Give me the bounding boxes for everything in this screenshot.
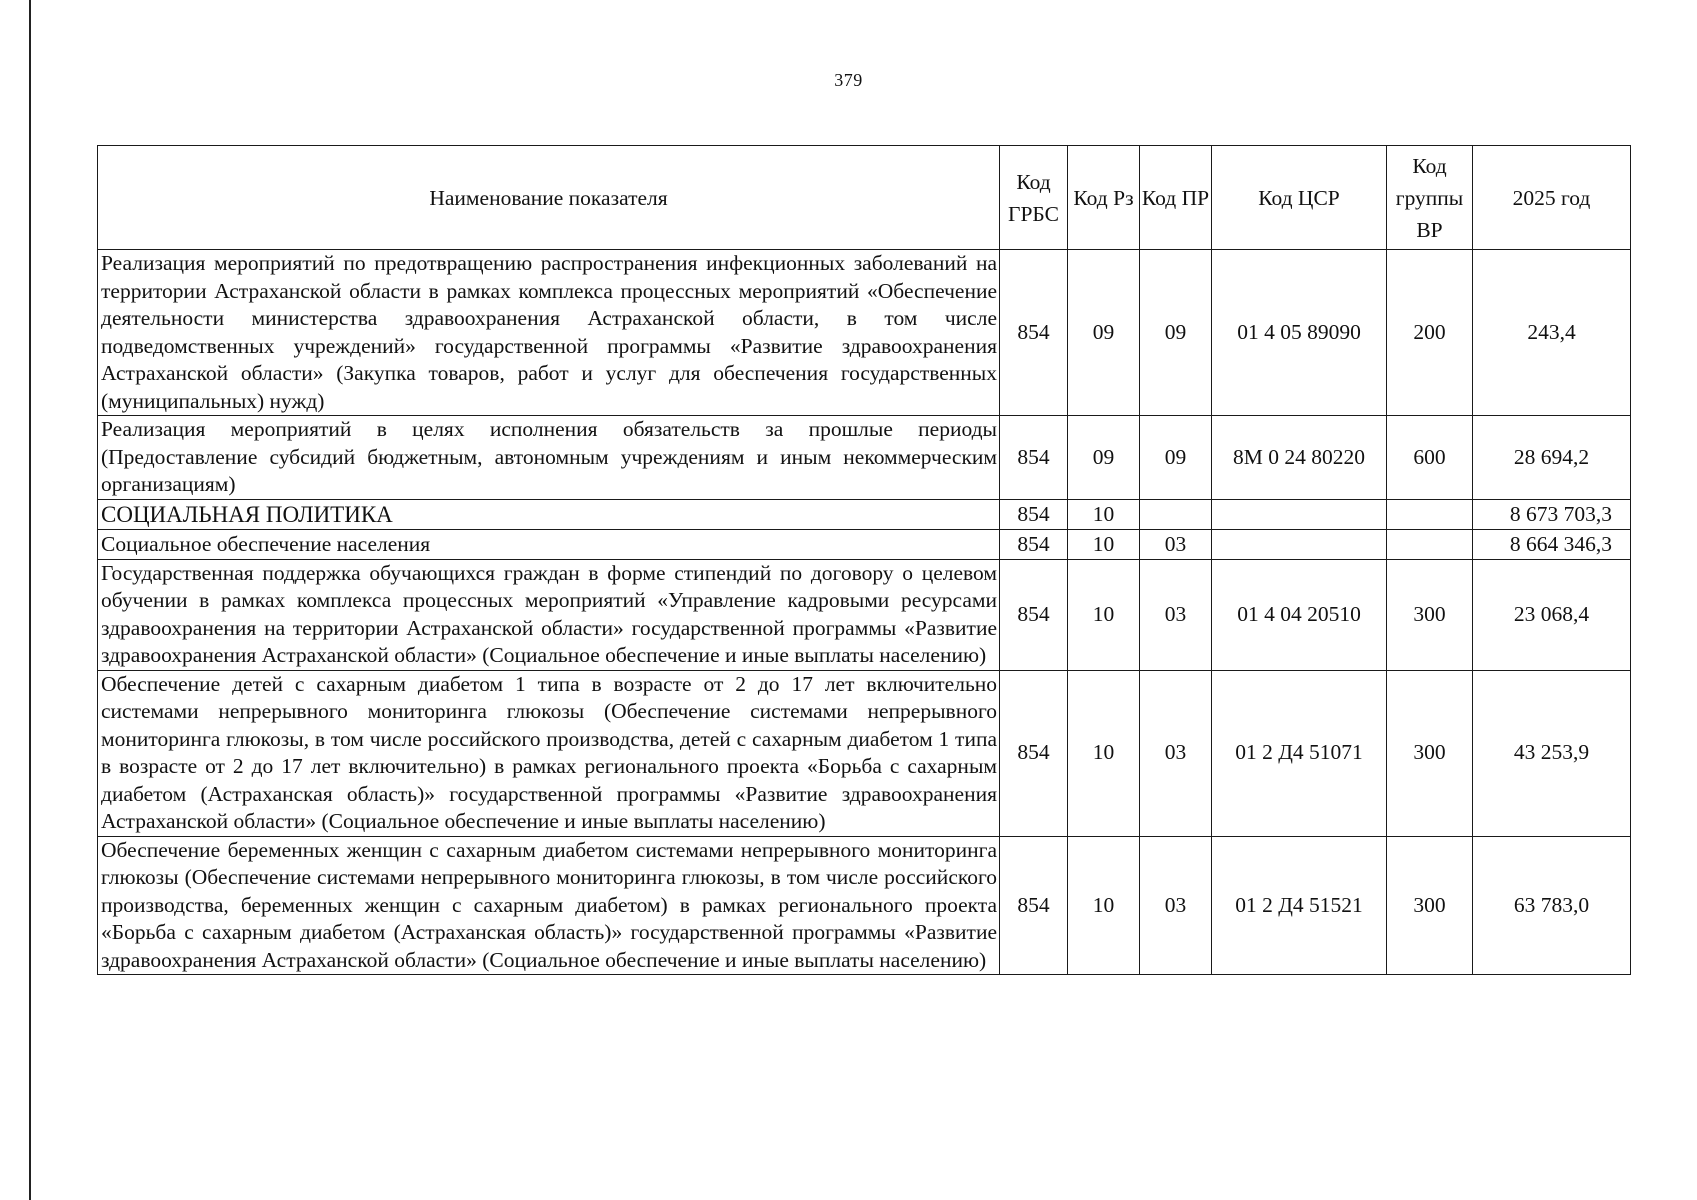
row-name: СОЦИАЛЬНАЯ ПОЛИТИКА xyxy=(98,499,1000,529)
header-csr: Код ЦСР xyxy=(1212,146,1387,250)
row-vr xyxy=(1387,499,1473,529)
table-row-subsection xyxy=(98,529,1631,559)
row-name: Реализация мероприятий в целях исполнения обязательств за прошлые периоды (Предоставление субсидий бюджетным, автономным учреждениям и иным некоммерческим организациям) xyxy=(98,416,1000,500)
row-csr: 01 2 Д4 51521 xyxy=(1212,836,1387,975)
row-vr: 300 xyxy=(1387,559,1473,670)
row-csr xyxy=(1212,499,1387,529)
table-row xyxy=(98,559,1631,670)
row-pr: 03 xyxy=(1140,559,1212,670)
row-amount: 8 664 346,3 xyxy=(1473,529,1631,559)
row-rz: 10 xyxy=(1068,836,1140,975)
row-pr: 03 xyxy=(1140,529,1212,559)
row-grbs: 854 xyxy=(1000,836,1068,975)
row-grbs: 854 xyxy=(1000,559,1068,670)
table-row xyxy=(98,416,1631,500)
row-rz: 09 xyxy=(1068,416,1140,500)
row-name: Реализация мероприятий по предотвращению распространения инфекционных заболеваний на территории Астраханской области в рамках комплекса процессных мероприятий «Обеспечение деятельности министерства здравоохранения Астраханской области, в том числе подведомственных учреждений» государственной программы «Развитие здравоохранения Астраханской области» (Закупка товаров, работ и услуг для обеспечения государственных (муниципальных) нужд) xyxy=(98,250,1000,416)
row-grbs: 854 xyxy=(1000,670,1068,836)
row-rz: 10 xyxy=(1068,559,1140,670)
row-name: Государственная поддержка обучающихся граждан в форме стипендий по договору о целевом обучении в рамках комплекса процессных мероприятий «Управление кадровыми ресурсами здравоохранения на территории Астраханской области» государственной программы «Развитие здравоохранения Астраханской области» (Социальное обеспечение и иные выплаты населению) xyxy=(98,559,1000,670)
row-amount: 63 783,0 xyxy=(1473,836,1631,975)
header-year: 2025 год xyxy=(1473,146,1631,250)
row-pr: 03 xyxy=(1140,670,1212,836)
row-vr: 300 xyxy=(1387,670,1473,836)
row-vr: 200 xyxy=(1387,250,1473,416)
table-row xyxy=(98,836,1631,975)
row-rz: 10 xyxy=(1068,670,1140,836)
row-name: Обеспечение беременных женщин с сахарным диабетом системами непрерывного мониторинга глюкозы (Обеспечение системами непрерывного мониторинга глюкозы, в том числе российского производства, беременных женщин с сахарным диабетом) в рамках регионального проекта «Борьба с сахарным диабетом (Астраханская область)» государственной программы «Развитие здравоохранения Астраханской области» (Социальное обеспечение и иные выплаты населению) xyxy=(98,836,1000,975)
row-grbs: 854 xyxy=(1000,250,1068,416)
row-pr: 03 xyxy=(1140,836,1212,975)
row-amount: 8 673 703,3 xyxy=(1473,499,1631,529)
row-grbs: 854 xyxy=(1000,499,1068,529)
row-vr xyxy=(1387,529,1473,559)
header-rz: Код Рз xyxy=(1068,146,1140,250)
row-amount: 23 068,4 xyxy=(1473,559,1631,670)
table-row xyxy=(98,670,1631,836)
row-csr: 01 4 04 20510 xyxy=(1212,559,1387,670)
header-pr: Код ПР xyxy=(1140,146,1212,250)
budget-table xyxy=(97,145,1631,975)
row-csr: 01 2 Д4 51071 xyxy=(1212,670,1387,836)
row-vr: 300 xyxy=(1387,836,1473,975)
row-amount: 43 253,9 xyxy=(1473,670,1631,836)
row-name: Обеспечение детей с сахарным диабетом 1 типа в возрасте от 2 до 17 лет включительно системами непрерывного мониторинга глюкозы (Обеспечение системами непрерывного мониторинга глюкозы, в том числе российского производства, детей с сахарным диабетом 1 типа в возрасте от 2 до 17 лет включительно) в рамках регионального проекта «Борьба с сахарным диабетом (Астраханская область)» государственной программы «Развитие здравоохранения Астраханской области» (Социальное обеспечение и иные выплаты населению) xyxy=(98,670,1000,836)
header-grbs: Код ГРБС xyxy=(1000,146,1068,250)
table-row-section xyxy=(98,499,1631,529)
row-rz: 10 xyxy=(1068,499,1140,529)
row-pr: 09 xyxy=(1140,416,1212,500)
row-pr xyxy=(1140,499,1212,529)
row-grbs: 854 xyxy=(1000,529,1068,559)
row-csr: 01 4 05 89090 xyxy=(1212,250,1387,416)
header-name: Наименование показателя xyxy=(98,146,1000,250)
row-rz: 10 xyxy=(1068,529,1140,559)
row-amount: 243,4 xyxy=(1473,250,1631,416)
binding-edge-line xyxy=(29,0,31,1200)
table-header-row xyxy=(98,146,1631,250)
header-vr: Код группы ВР xyxy=(1387,146,1473,250)
row-pr: 09 xyxy=(1140,250,1212,416)
row-amount: 28 694,2 xyxy=(1473,416,1631,500)
row-rz: 09 xyxy=(1068,250,1140,416)
row-vr: 600 xyxy=(1387,416,1473,500)
table-row xyxy=(98,250,1631,416)
row-name: Социальное обеспечение населения xyxy=(98,529,1000,559)
row-csr xyxy=(1212,529,1387,559)
page-number: 379 xyxy=(834,70,863,90)
row-csr: 8М 0 24 80220 xyxy=(1212,416,1387,500)
row-grbs: 854 xyxy=(1000,416,1068,500)
